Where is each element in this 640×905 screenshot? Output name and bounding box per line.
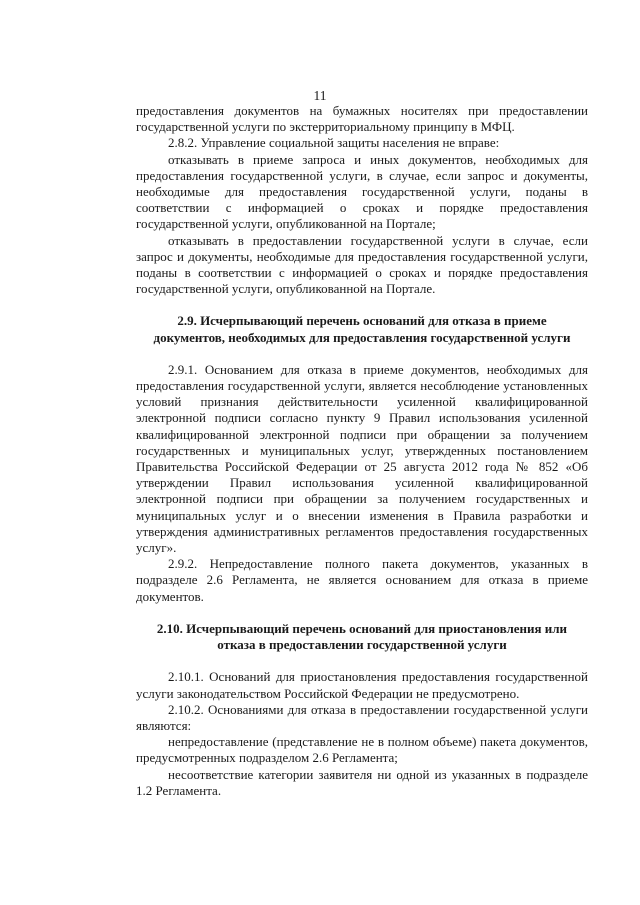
paragraph-2-9-2: 2.9.2. Непредоставление полного пакета документов, указанных в подразделе 2.6 Регламента, не является основанием для отказа в приеме документов.	[136, 556, 588, 604]
paragraph-ground-incomplete-package: непредоставление (представление не в полном объеме) пакета документов, предусмотренных подразделом 2.6 Регламента;	[136, 734, 588, 766]
section-heading-2-9: 2.9. Исчерпывающий перечень оснований для отказа в приеме документов, необходимых для предоставления государственной услуги	[153, 313, 571, 345]
paragraph-refusal-provision: отказывать в предоставлении государственной услуги в случае, если запрос и документы, необходимые для предоставления государственной услуги, поданы в соответствии с информацией о сроках и порядке предоставления государственной услуги, опубликованной на Портале.	[136, 232, 588, 297]
paragraph-ground-category-mismatch: несоответствие категории заявителя ни одной из указанных в подразделе 1.2 Регламента.	[136, 766, 588, 798]
paragraph-refusal-acceptance: отказывать в приеме запроса и иных документов, необходимых для предоставления государственной услуги, в случае, если запрос и документы, необходимые для предоставления государственной услуги, поданы в соответствии с информацией о сроках и порядке предоставления государственной услуги, опубликованной на Портале;	[136, 151, 588, 232]
page-content	[136, 103, 588, 799]
paragraph-2-8-2: 2.8.2. Управление социальной защиты населения не вправе:	[168, 135, 500, 151]
section-heading-2-10: 2.10. Исчерпывающий перечень оснований для приостановления или отказа в предоставлении государственной услуги	[156, 620, 568, 653]
page-number: 11	[313, 88, 327, 103]
paragraph-2-10-1: 2.10.1. Оснований для приостановления предоставления государственной услуги законодательством Российской Федерации не предусмотрено.	[136, 669, 588, 701]
paragraph-2-9-1: 2.9.1. Основанием для отказа в приеме документов, необходимых для предоставления государственной услуги, является несоблюдение установленных условий признания действительности усиленной квалифицированной электронной подписи согласно пункту 9 Правил использования усиленной квалифицированной электронной подписи при обращении за получением государственных и муниципальных услуг, утвержденных постановлением Правительства Российской Федерации от 25 августа 2012 года № 852 «Об утверждении Правил использования усиленной квалифицированной электронной подписи при обращении за получением государственных и муниципальных услуг и о внесении изменения в Правила разработки и утверждения административных регламентов предоставления государственных услуг».	[136, 361, 588, 556]
paragraph-2-10-2: 2.10.2. Основаниями для отказа в предоставлении государственной услуги являются:	[136, 701, 588, 733]
paragraph-mfc-continuation: предоставления документов на бумажных носителях при предоставлении государственной услуги по экстерриториальному принципу в МФЦ.	[136, 103, 588, 135]
